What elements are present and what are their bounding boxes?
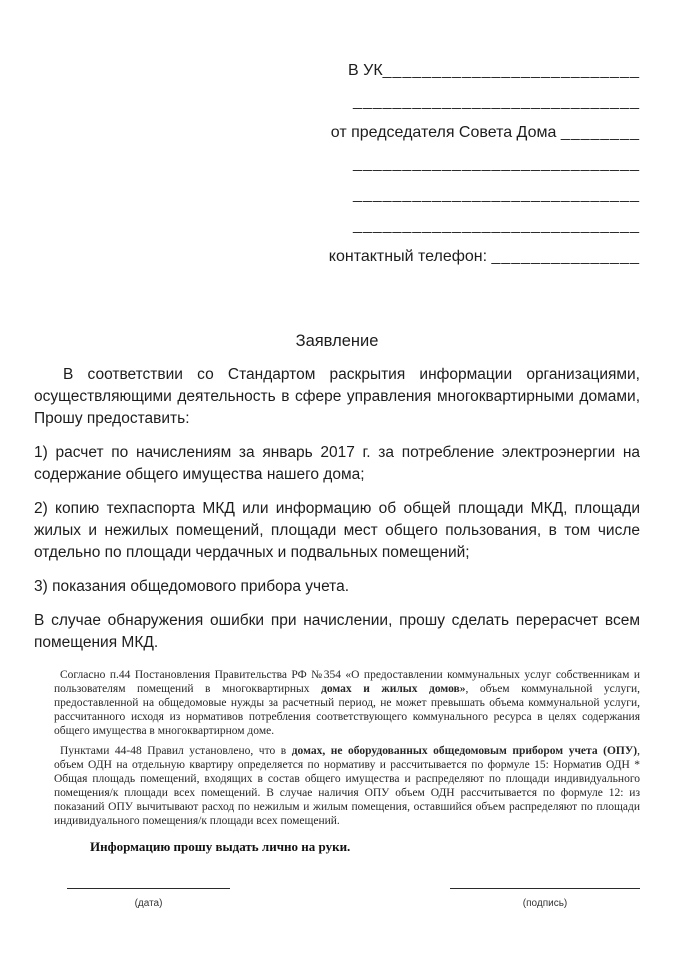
request-item-1: 1) расчет по начислениям за январь 2017 г. за потребление электроэнергии на содержание общего имущества нашего дома; [34, 444, 640, 483]
legal-paragraph-1 [54, 668, 640, 738]
request-item-2: 2) копию техпаспорта МКД или информацию об общей площади МКД, площади жилых и нежилых помещений, площади мест общего пользования, в том числе отдельно по площади чердачных и подвальных помещений; [34, 500, 640, 561]
legal-1-text: Согласно п.44 Постановления Правительства РФ №354 «О предоставлении коммунальных услуг собственникам и пользователям помещений в многоквартирных [54, 669, 640, 695]
signature-line [450, 888, 640, 889]
recipient-blank-line [310, 86, 640, 117]
from-blank-line [310, 210, 640, 241]
from-blank-line [310, 179, 640, 210]
recalc-paragraph: В случае обнаружения ошибки при начислении, прошу сделать перерасчет всем помещения МКД. [34, 612, 640, 651]
phone-label: контактный телефон: [328, 248, 492, 265]
document-title: Заявление [295, 332, 379, 350]
phone-line [310, 241, 640, 272]
fill-blank: _____________________________ [352, 186, 640, 203]
date-line [67, 888, 230, 889]
date-signature-block [67, 888, 230, 909]
legal-paragraph-2 [54, 744, 640, 828]
recipient-block [310, 55, 640, 272]
legal-notes-block [54, 668, 640, 855]
fill-blank: _____________________________ [352, 217, 640, 234]
date-caption: (дата) [134, 898, 163, 909]
legal-1-text: , объем коммунальной услуги, предоставленной на общедомовые нужды за расчетный период, не может превышать объема коммунальной услуги, рассчитанного исходя из нормативов потребления соответствующего коммунального ресурса в целях содержания общего имущества в многоквартирном доме. [54, 683, 640, 737]
recipient-line-uk [310, 55, 640, 86]
from-blank-line [310, 148, 640, 179]
legal-2-text: , объем ОДН на отдельную квартиру определяется по нормативу и рассчитывается по формуле 15: Норматив ОДН * Общая площадь помещений, входящих в состав общего имущества и распределяют по площади индивидуального помещения/к площади всех помещений. В случае наличия ОПУ объем ОДН рассчитывается по формуле 12: из показаний ОПУ вычитывают расход по нежилым и жилым помещения, оставшийся объем распределяют по площади индивидуального помещения/к площади всех помещений. [54, 745, 640, 827]
from-line [310, 117, 640, 148]
phone-fill-blank: _______________ [491, 248, 640, 265]
legal-2-bold-text: домах, не оборудованных общедомовым прибором учета (ОПУ) [291, 745, 638, 757]
legal-2-text: Пунктами 44-48 Правил установлено, что в [60, 745, 292, 757]
signature-caption: (подпись) [522, 898, 568, 909]
from-fill-blank: ________ [560, 124, 640, 141]
request-item-3: 3) показания общедомового прибора учета. [34, 578, 350, 595]
signature-row [34, 888, 640, 909]
fill-blank: _____________________________ [352, 155, 640, 172]
intro-paragraph: В соответствии со Стандартом раскрытия информации организациями, осуществляющими деятельность в сфере управления многоквартирными домами, Прошу предоставить: [34, 366, 640, 427]
uk-fill-blank: __________________________ [382, 62, 640, 79]
document-body [34, 330, 640, 909]
legal-1-bold-text: домах и жилых домов» [321, 683, 466, 695]
signature-block [450, 888, 640, 909]
fill-blank: _____________________________ [352, 93, 640, 110]
uk-label: В УК [348, 62, 383, 79]
handout-request-line: Информацию прошу выдать лично на руки. [90, 839, 351, 854]
from-label: от председателя Совета Дома [330, 124, 561, 141]
